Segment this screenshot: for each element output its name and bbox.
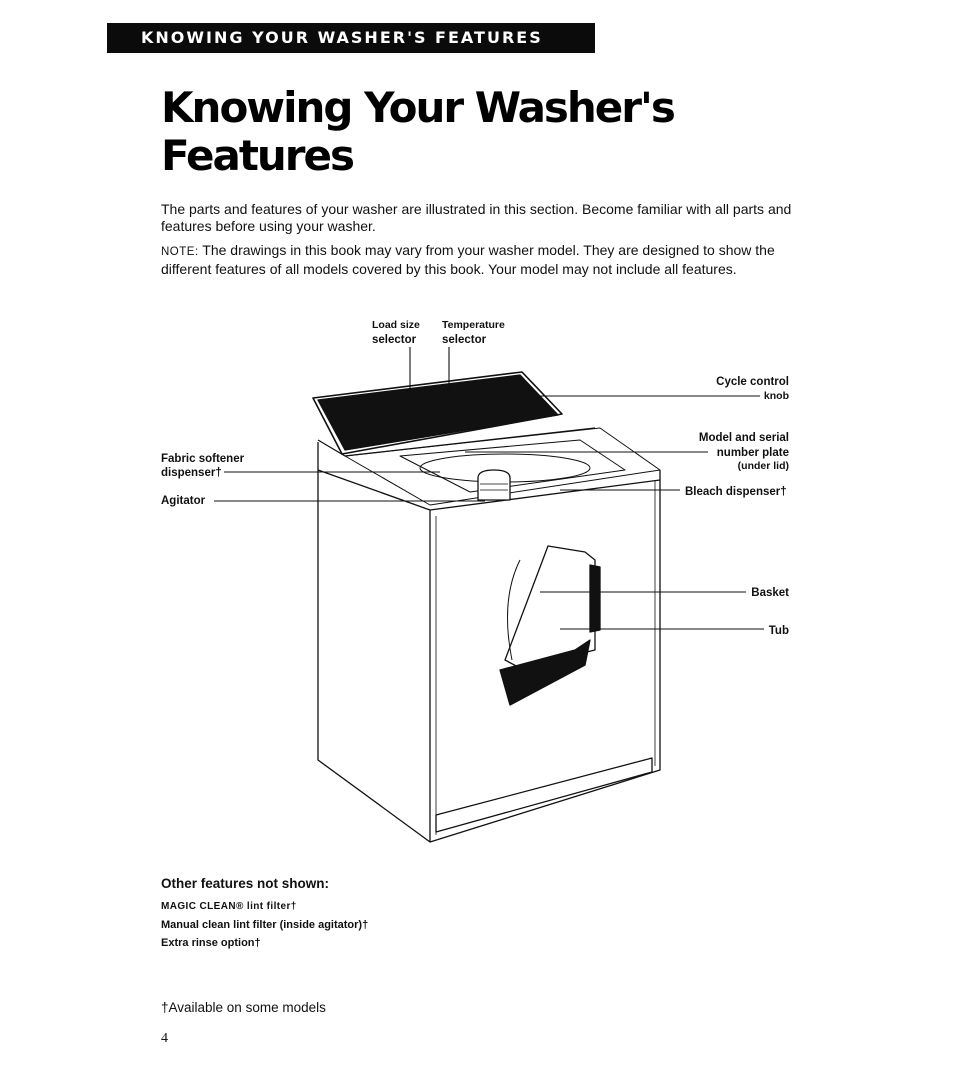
agitator-cap (478, 470, 510, 500)
other-features-list (161, 898, 368, 952)
model-plate-label-line2: number plate (716, 447, 789, 459)
tub-shadow (590, 565, 600, 632)
lid-opening (400, 440, 625, 492)
toe-kick (436, 758, 652, 832)
bleach-dispenser-label: Bleach dispenser† (685, 486, 787, 498)
title-line-1: Knowing Your Washer's (161, 83, 674, 132)
temperature-label-line1: Temperature (442, 319, 505, 331)
temperature-label-line2: selector (442, 334, 487, 346)
note-label: NOTE: (161, 246, 199, 258)
other-features-heading: Other features not shown: (161, 876, 330, 891)
cycle-control-label-line1: Cycle control (716, 376, 789, 388)
note-text: The drawings in this book may vary from your washer model. They are designed to show the different features of all models covered by this book. Your model may not include all features. (161, 242, 775, 277)
intro-paragraph: The parts and features of your washer are illustrated in this section. Become familiar with all parts and features before using your washer. (161, 201, 792, 234)
fabric-softener-label-line2: dispenser† (161, 467, 222, 479)
list-item: MAGIC CLEAN® lint filter† (161, 901, 297, 912)
washer-illustration (313, 372, 660, 842)
basket-label: Basket (751, 587, 789, 599)
console-back (318, 375, 558, 450)
footnote: †Available on some models (161, 1000, 326, 1015)
load-size-label-line2: selector (372, 334, 417, 346)
load-size-label-line1: Load size (372, 319, 420, 331)
list-item: Extra rinse option† (161, 937, 261, 949)
title-line-2: Features (161, 131, 353, 180)
section-banner: KNOWING YOUR WASHER'S FEATURES (107, 23, 595, 53)
cycle-control-label-line2: knob (763, 390, 789, 402)
list-item: Manual clean lint filter (inside agitator)† (161, 919, 369, 931)
agitator-label: Agitator (161, 495, 206, 507)
model-plate-label-line1: Model and serial (698, 432, 789, 444)
fabric-softener-label-line1: Fabric softener (161, 453, 245, 465)
tub-label: Tub (768, 625, 789, 637)
page-number: 4 (161, 1031, 168, 1046)
model-plate-label-line3: (under lid) (737, 460, 789, 472)
